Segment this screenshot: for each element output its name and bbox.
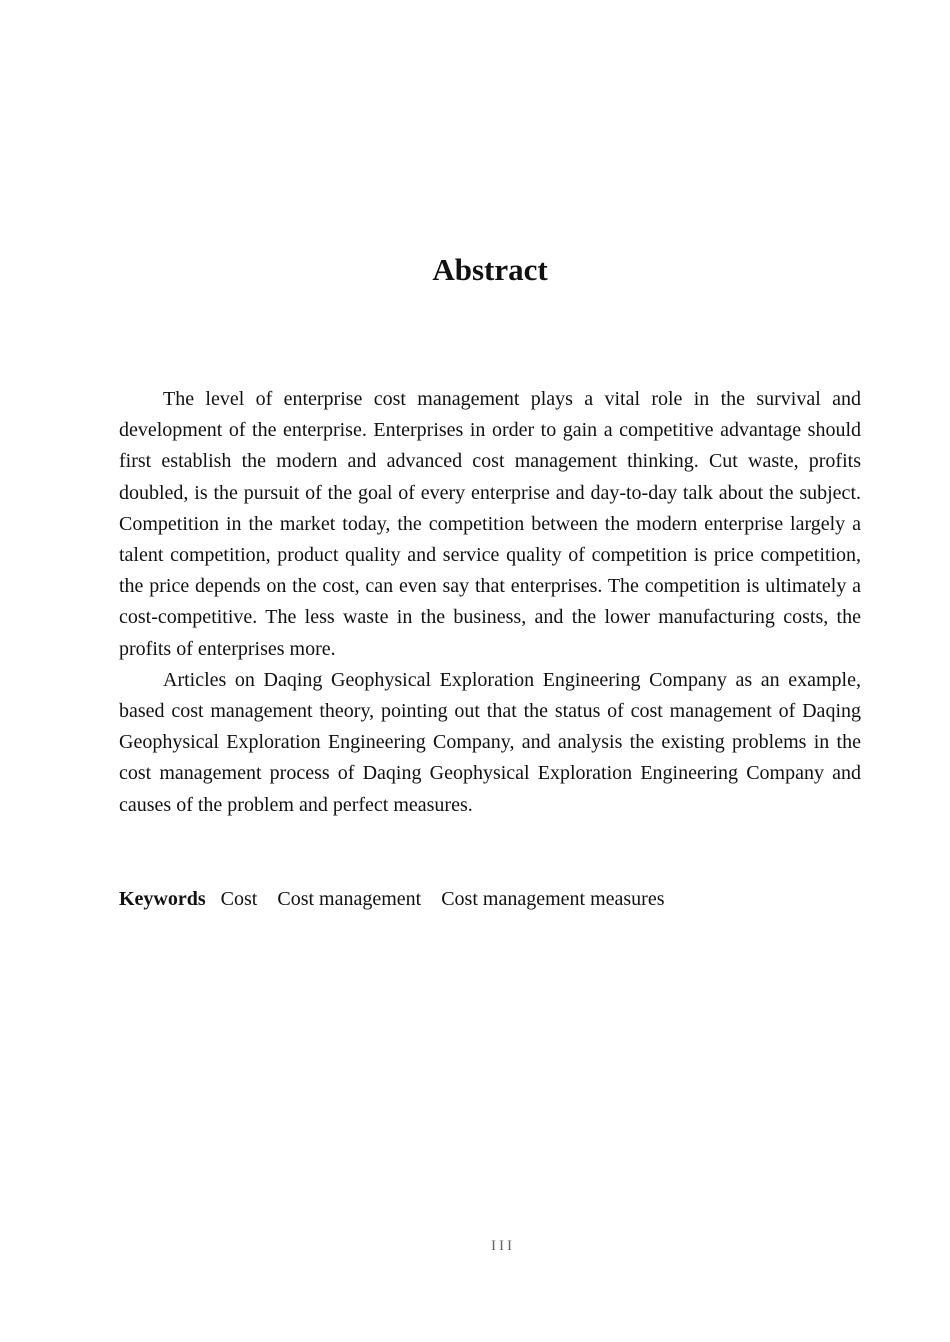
abstract-paragraph-1: The level of enterprise cost management plays a vital role in the survival and development of the enterprise. Enterprises in order to gain a competitive advantage should first establish the modern and advanced cost management thinking. Cut waste, profits doubled, is the pursuit of the goal of every enterprise and day-to-day talk about the subject. Competition in the market today, the competition between the modern enterprise largely a talent competition, product quality and service quality of competition is price competition, the price depends on the cost, can even say that enterprises. The competition is ultimately a cost-competitive. The less waste in the business, and the lower manufacturing costs, the profits of enterprises more. <box>119 388 861 660</box>
page-title: Abstract <box>432 252 548 287</box>
keywords-line <box>119 884 861 915</box>
keyword-item: Cost management <box>277 888 422 910</box>
keywords-label: Keywords <box>119 888 206 910</box>
page-number: III <box>491 1238 515 1254</box>
keyword-item: Cost <box>220 888 258 910</box>
abstract-body <box>119 384 861 821</box>
keyword-item: Cost management measures <box>441 888 665 910</box>
abstract-paragraph-2: Articles on Daqing Geophysical Exploration Engineering Company as an example, based cost management theory, pointing out that the status of cost management of Daqing Geophysical Exploration Engineering Company, and analysis the existing problems in the cost management process of Daqing Geophysical Exploration Engineering Company and causes of the problem and perfect measures. <box>119 668 861 816</box>
